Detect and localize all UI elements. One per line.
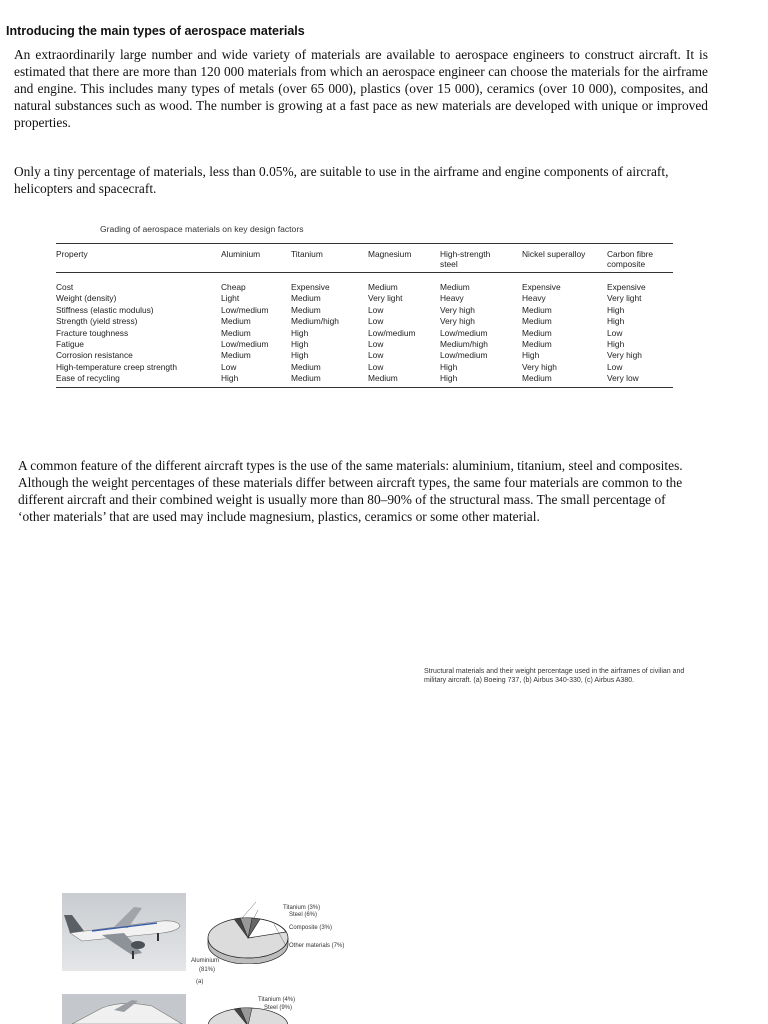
cell-titanium: Expensive [291,282,330,292]
cell-property: Ease of recycling [56,373,120,384]
panel-a-label: (a) [196,979,204,985]
col-header-nickel: Nickel superalloy [522,244,607,273]
intro-paragraph: An extraordinarily large number and wide variety of materials are available to aerospace engineers to construct aircraft. It is estimated that there are more than 120 000 materials from which an aerospace engineer can choose the materials for the airframe and engine. This includes many types of metals (over 65 000), plastics (over 15 000), ceramics (over 10 000), composites, and natural substances such as wood. The number is growing at a fast pace as new materials are developed with unique or improved properties. [14,47,708,130]
table-header-row [56,244,673,273]
common-materials-text-cont: ‘other materials’ that are used may include magnesium, plastics, ceramics or some other material. [18,509,540,524]
table-caption: Grading of aerospace materials on key design factors [100,224,304,234]
cell-property: Strength (yield stress) [56,316,138,327]
cell-steel: High [440,361,458,372]
cell-aluminium: High [221,373,239,384]
cell-property: Cost [56,282,74,292]
label-a-titanium: Titanium (3%) [283,905,321,911]
cell-aluminium: Light [221,293,240,304]
cell-magnesium: Low [368,316,384,327]
cell-nickel: Medium [522,327,552,338]
cell-aluminium: Medium [221,316,251,327]
table-row [56,316,673,327]
cell-carbon: High [607,304,625,315]
cell-carbon: Very light [607,293,642,304]
cell-steel: Low/medium [440,350,488,361]
cell-titanium: Medium/high [291,316,339,327]
table-row [56,339,673,350]
suitability-paragraph: Only a tiny percentage of materials, less than 0.05%, are suitable to use in the airframe and engine components of aircraft, helicopters and spacecraft. [14,164,669,196]
materials-grading-table [56,243,673,388]
cell-steel: Medium [440,282,470,292]
col-header-titanium: Titanium [291,244,368,273]
cell-titanium: Medium [291,293,321,304]
cell-steel: Medium/high [440,339,488,350]
cell-nickel: Medium [522,316,552,327]
label-a-composite: Composite (3%) [289,925,333,931]
col-header-steel: High-strength steel [440,244,522,273]
col-header-carbon: Carbon fibre composite [607,244,673,273]
cell-titanium: High [291,327,309,338]
cell-aluminium: Low [221,361,237,372]
cell-nickel: Heavy [522,293,546,304]
cell-magnesium: Medium [368,373,398,384]
cell-nickel: Medium [522,339,552,350]
cell-titanium: High [291,350,309,361]
cell-magnesium: Low/medium [368,327,416,338]
table-row [56,305,673,316]
cell-magnesium: Low [368,361,384,372]
cell-property: Fatigue [56,339,84,350]
cell-magnesium: Low [368,339,384,350]
cell-titanium: Medium [291,361,321,372]
cell-titanium: High [291,339,309,350]
cell-carbon: Very low [607,373,639,384]
common-materials-text: A common feature of the different aircraft types is the use of the same materials: aluminium, titanium, steel and composites. Although the weight percentages of these materials differ between aircraft types, the same four materials are common to the different aircraft and their combined weight is usually more than 80–90% of the structural mass. The small percentage of [18,458,683,507]
label-a-aluminium: Aluminium [191,958,220,964]
cell-titanium: Medium [291,373,321,384]
cell-steel: Very high [440,316,475,327]
cell-carbon: High [607,316,625,327]
boeing-737-photo [62,893,186,971]
cell-property: Weight (density) [56,293,117,304]
table-row [56,273,673,294]
table-row [56,350,673,361]
cell-property: Corrosion resistance [56,350,133,361]
cell-steel: High [440,373,458,384]
cell-aluminium: Medium [221,350,251,361]
cell-aluminium: Low/medium [221,339,269,350]
label-a-aluminium-pct: (81%) [199,967,216,973]
cell-steel: Very high [440,304,475,315]
table-row [56,293,673,304]
cell-carbon: Low [607,361,623,372]
cell-titanium: Medium [291,304,321,315]
cell-carbon: High [607,339,625,350]
table-row [56,328,673,339]
label-a-steel: Steel (6%) [289,912,318,918]
cell-aluminium: Cheap [221,282,246,292]
cell-property: High-temperature creep strength [56,361,178,372]
label-a-other: Other materials (7%) [289,943,345,949]
table-row [56,362,673,373]
airbus-340-photo [62,994,186,1024]
col-header-magnesium: Magnesium [368,244,440,273]
figure-caption: Structural materials and their weight percentage used in the airframes of civilian and military aircraft. (a) Boeing 737, (b) Airbus 340-330, (c) Airbus A380. [424,668,685,684]
cell-steel: Heavy [440,293,464,304]
cell-magnesium: Low [368,304,384,315]
cell-aluminium: Low/medium [221,304,269,315]
cell-magnesium: Medium [368,282,398,292]
cell-aluminium: Medium [221,327,251,338]
cell-nickel: Medium [522,304,552,315]
section-heading: Introducing the main types of aerospace materials [6,24,305,38]
col-header-property: Property [56,244,221,273]
cell-magnesium: Low [368,350,384,361]
table-body [56,273,673,388]
label-b-titanium: Titanium (4%) [258,997,296,1003]
table-row [56,373,673,387]
cell-carbon: Low [607,327,623,338]
cell-nickel: High [522,350,540,361]
cell-property: Fracture toughness [56,327,129,338]
cell-nickel: Very high [522,361,557,372]
common-materials-paragraph [18,457,730,525]
cell-steel: Low/medium [440,327,488,338]
label-b-steel: Steel (9%) [264,1005,293,1011]
cell-nickel: Medium [522,373,552,384]
cell-carbon: Very high [607,350,642,361]
cell-magnesium: Very light [368,293,403,304]
col-header-aluminium: Aluminium [221,244,291,273]
cell-nickel: Expensive [522,282,561,292]
cell-property: Stiffness (elastic modulus) [56,304,154,315]
cell-carbon: Expensive [607,282,646,292]
